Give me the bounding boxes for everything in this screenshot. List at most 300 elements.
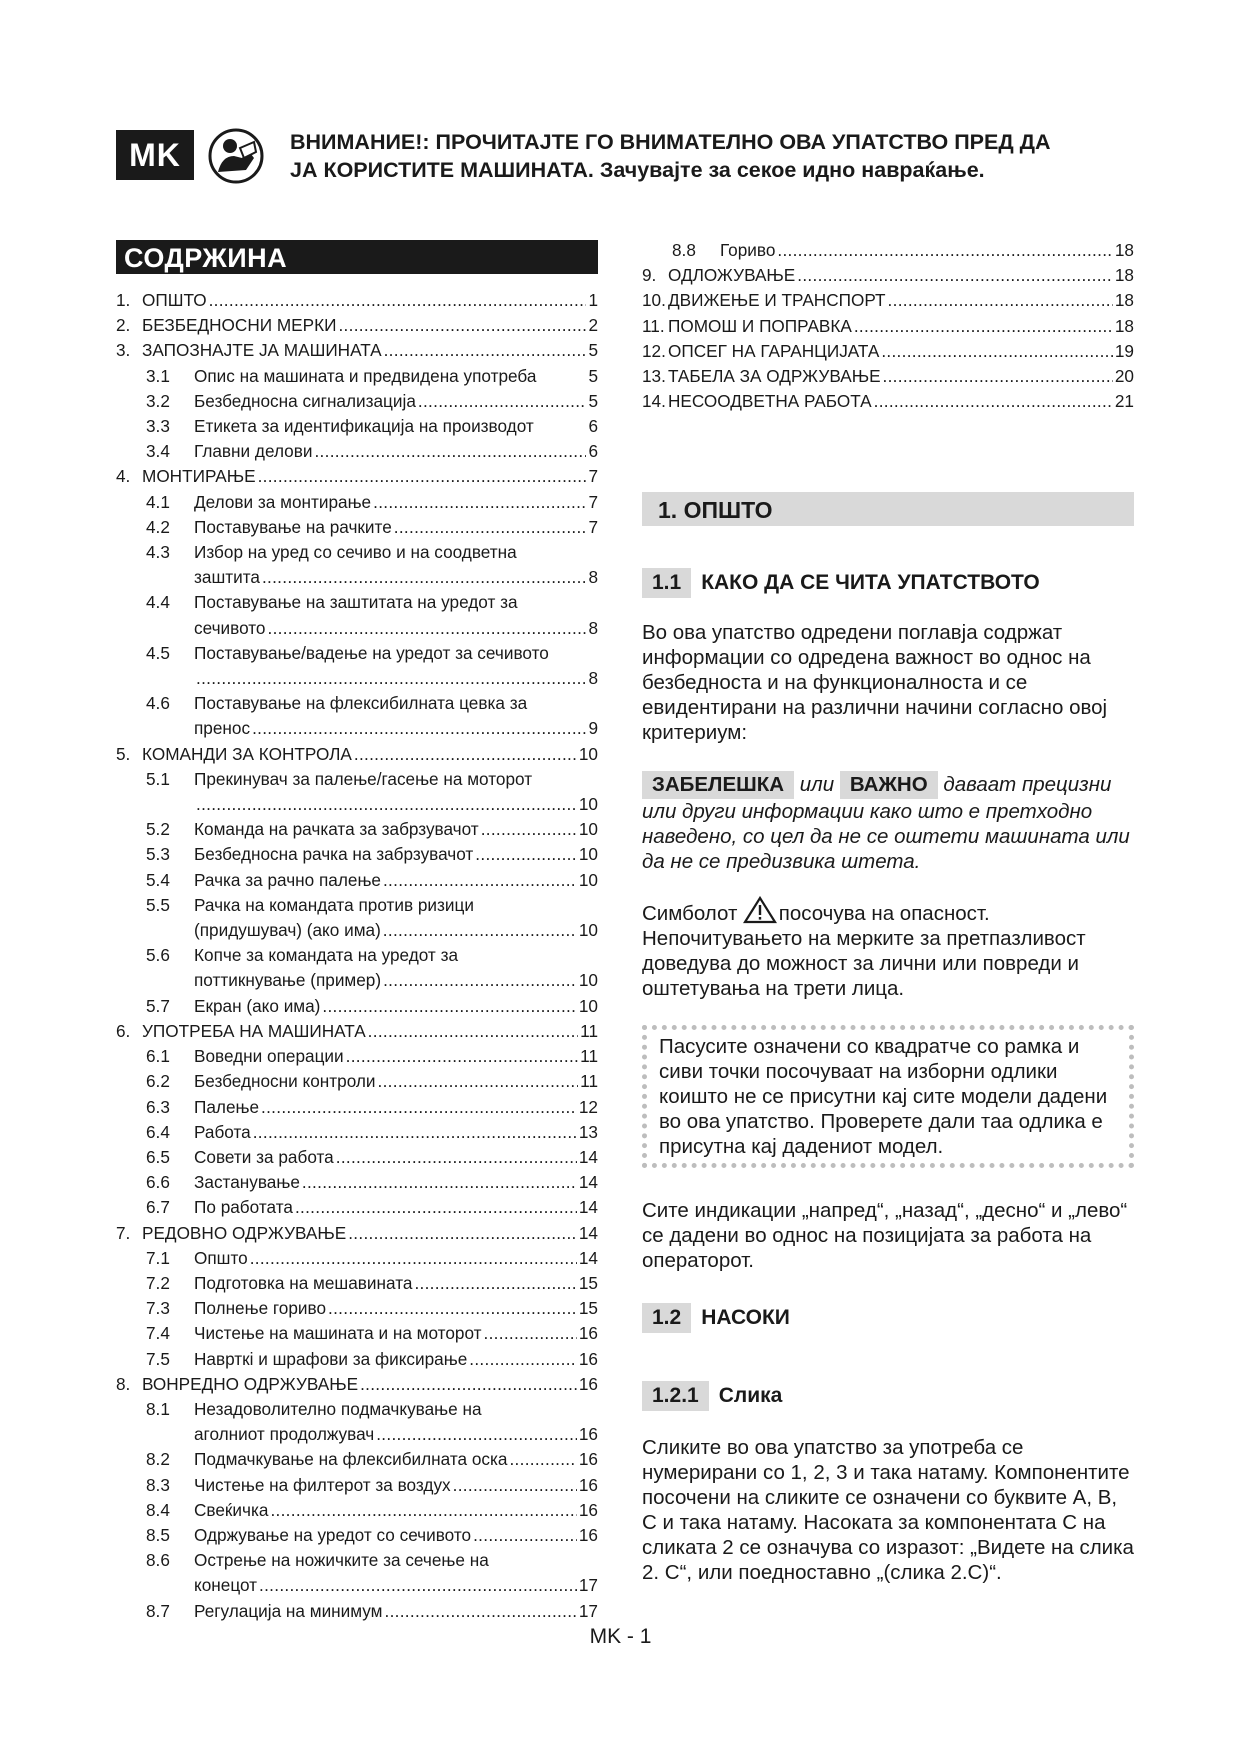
toc-entry-text: заштита — [194, 567, 260, 588]
toc-list — [116, 288, 598, 1624]
toc-entry-number: 7.2 — [146, 1272, 170, 1293]
toc-entry-page: 7 — [588, 516, 598, 537]
toc-entry — [116, 817, 598, 842]
toc-entry — [116, 616, 598, 641]
toc-entry-text: ВОНРЕДНО ОДРЖУВАЊЕ — [142, 1373, 359, 1394]
toc-entry-number: 6.4 — [146, 1121, 170, 1142]
toc-entry-text: Подмачкување на флексибилната оска — [194, 1449, 508, 1470]
toc-entry-page: 11 — [580, 1046, 598, 1067]
toc-entry — [116, 1195, 598, 1220]
toc-entry — [116, 540, 598, 565]
toc-entry — [116, 641, 598, 666]
toc-entry-number: 4.6 — [146, 693, 170, 714]
toc-entry — [116, 691, 598, 716]
toc-entry-page: 11 — [580, 1071, 598, 1092]
subsection-number: 1.2 — [642, 1303, 691, 1333]
toc-entry-text: Острење на ножичките за сечење на — [194, 1550, 489, 1571]
toc-entry — [116, 1548, 598, 1573]
toc-entry-page: 11 — [580, 1020, 598, 1041]
toc-entry — [116, 1044, 598, 1069]
toc-entry — [116, 1347, 598, 1372]
toc-entry-number: 5. — [116, 743, 131, 764]
toc-entry — [116, 994, 598, 1019]
toc-entry — [116, 918, 598, 943]
toc-entry-number: 4.2 — [146, 516, 170, 537]
page-header — [116, 128, 1126, 184]
toc-entry — [116, 338, 598, 363]
toc-entry-text: Прекинувач за палење/гасење на моторот — [194, 768, 533, 789]
toc-leader-dots — [253, 1120, 577, 1145]
toc-entry-page: 10 — [578, 995, 598, 1016]
toc-leader-dots — [854, 314, 1113, 339]
toc-leader-dots — [888, 288, 1113, 313]
toc-entry-page: 10 — [578, 844, 598, 865]
note-label: ЗАБЕЛЕШКА — [642, 771, 794, 799]
toc-entry — [116, 1019, 598, 1044]
toc-entry-page: 19 — [1114, 340, 1134, 361]
toc-leader-dots — [270, 1498, 576, 1523]
toc-entry-page: 16 — [578, 1323, 598, 1344]
toc-entry-page: 18 — [1114, 265, 1134, 286]
subsection-heading — [642, 1381, 1134, 1411]
subsection-number: 1.2.1 — [642, 1381, 709, 1411]
toc-entry-text: Палење — [194, 1096, 260, 1117]
toc-entry-page: 14 — [578, 1247, 598, 1268]
toc-leader-dots — [209, 288, 587, 313]
toc-entry-number: 8.3 — [146, 1474, 170, 1495]
toc-entry-text: поттикнување (пример) — [194, 970, 382, 991]
toc-entry-text: Незадоволително подмачкување на — [194, 1398, 482, 1419]
note-text: прецизни или други информации како што е претходно наведено, со цел да не се оштети машината или да не се предизвика штета. — [642, 773, 1130, 874]
toc-entry-number: 7.4 — [146, 1323, 170, 1344]
toc-entry-text: ЗАПОЗНАЈТЕ ЈА МАШИНАТА — [142, 340, 382, 361]
toc-entry-number: 7. — [116, 1222, 131, 1243]
toc-entry — [116, 968, 598, 993]
toc-entry-number: 10. — [642, 290, 666, 311]
toc-entry — [642, 314, 1134, 339]
warning-triangle-icon — [743, 896, 777, 924]
toc-entry-page: 14 — [578, 1172, 598, 1193]
toc-entry-text: Рачка на командата против ризици — [194, 894, 474, 915]
toc-entry-text: Подготовка на мешавината — [194, 1272, 413, 1293]
toc-entry-text: Општо — [194, 1247, 248, 1268]
toc-entry — [116, 1372, 598, 1397]
toc-leader-dots — [302, 1170, 577, 1195]
warning-text: ВНИМАНИЕ!: ПРОЧИТАЈТЕ ГО ВНИМАТЕЛНО ОВА УПАТСТВО ПРЕД ДА ЈА КОРИСТИТЕ МАШИНАТА. Зачувајте за секое идно навраќање. — [290, 130, 1051, 182]
toc-entry — [116, 1221, 598, 1246]
toc-entry — [116, 1246, 598, 1271]
toc-entry — [116, 716, 598, 741]
toc-entry-text: НЕСООДВЕТНА РАБОТА — [668, 391, 872, 412]
section-heading: 1. ОПШТО — [642, 492, 1134, 526]
toc-leader-dots — [383, 918, 577, 943]
toc-leader-dots — [261, 1095, 577, 1120]
toc-entry-page: 16 — [578, 1474, 598, 1495]
subsection-title: КАКО ДА СЕ ЧИТА УПАТСТВОТО — [701, 571, 1040, 595]
toc-leader-dots — [196, 666, 586, 691]
toc-entry-text: Рачка за рачно палење — [194, 869, 381, 890]
toc-entry — [116, 490, 598, 515]
toc-entry-page: 18 — [1114, 315, 1134, 336]
subsection-title: НАСОКИ — [701, 1306, 790, 1330]
read-manual-icon — [208, 128, 264, 184]
toc-entry-text: Безбедносна сигнализација — [194, 390, 416, 411]
toc-entry-page: 21 — [1114, 391, 1134, 412]
toc-entry-number: 4.3 — [146, 542, 170, 563]
toc-entry-number: 13. — [642, 366, 666, 387]
toc-entry-page: 16 — [578, 1449, 598, 1470]
toc-entry-number: 11. — [642, 315, 665, 336]
toc-entry-page: 17 — [578, 1600, 598, 1621]
toc-entry-text: конецот — [194, 1575, 258, 1596]
toc-leader-dots — [258, 464, 587, 489]
toc-entry-text: Чистење на машината и на моторот — [194, 1323, 482, 1344]
note-or: или — [799, 773, 835, 797]
toc-leader-dots — [250, 1246, 577, 1271]
toc-entry — [116, 515, 598, 540]
toc-entry — [116, 1447, 598, 1472]
note-paragraph — [642, 771, 1134, 874]
toc-entry-number: 4.1 — [146, 491, 170, 512]
toc-entry-text: Поставување на заштитата на уредот за — [194, 592, 518, 613]
directions-paragraph: Сите индикации „напред“, „назад“, „десно“ и „лево“ се дадени во однос на позицијата за работа на операторот. — [642, 1199, 1128, 1273]
toc-entry-number: 4.4 — [146, 592, 170, 613]
toc-leader-dots — [262, 565, 586, 590]
toc-entry-number: 3. — [116, 340, 131, 361]
toc-entry — [642, 364, 1134, 389]
toc-leader-dots — [777, 238, 1113, 263]
toc-entry-page: 16 — [578, 1424, 598, 1445]
toc-leader-dots — [473, 1523, 577, 1548]
toc-entry-number: 8.4 — [146, 1499, 170, 1520]
toc-entry-text: Поставување/вадење на уредот за сечивото — [194, 642, 549, 663]
toc-entry-number: 8. — [116, 1373, 131, 1394]
toc-entry-text: УПОТРЕБА НА МАШИНАТА — [142, 1020, 366, 1041]
toc-entry-page: 16 — [578, 1524, 598, 1545]
symbol-pre: Симболот — [642, 902, 738, 926]
toc-entry-page: 1 — [588, 290, 598, 310]
toc-entry-number: 6.3 — [146, 1096, 170, 1117]
toc-leader-dots — [336, 1145, 577, 1170]
toc-leader-dots — [328, 1296, 577, 1321]
toc-entry-text: ОДЛОЖУВАЊЕ — [668, 265, 796, 286]
toc-entry-text: Копче за командата на уредот за — [194, 945, 459, 966]
toc-entry-number: 5.2 — [146, 819, 170, 840]
toc-entry-page: 9 — [588, 718, 598, 739]
toc-leader-dots — [348, 1221, 577, 1246]
toc-entry — [116, 565, 598, 590]
toc-entry-number: 5.5 — [146, 894, 170, 915]
toc-entry-text: Екран (ако има) — [194, 995, 321, 1016]
toc-entry-number: 6.1 — [146, 1046, 170, 1067]
toc-entry-number: 5.3 — [146, 844, 170, 865]
toc-entry — [116, 1095, 598, 1120]
toc-entry-number: 8.1 — [146, 1398, 170, 1419]
toc-entry — [116, 1145, 598, 1170]
symbol-post: посочува на опасност. Непочитувањето на мерките за претпазливост доведува до можност за лични или повреди и оштетувања на трети лица. — [642, 902, 1086, 1001]
toc-leader-dots — [368, 1019, 578, 1044]
toc-entry — [116, 1599, 598, 1624]
toc-entry — [116, 288, 598, 313]
toc-entry — [116, 742, 598, 767]
toc-leader-dots — [509, 1447, 576, 1472]
toc-leader-dots — [881, 339, 1113, 364]
toc-entry-number: 4. — [116, 466, 131, 487]
toc-left-column — [116, 240, 598, 1624]
toc-leader-dots — [475, 842, 577, 867]
toc-entry-page: 17 — [578, 1575, 598, 1596]
toc-entry-number: 8.5 — [146, 1524, 170, 1545]
toc-leader-dots — [295, 1195, 577, 1220]
toc-entry — [116, 1069, 598, 1094]
toc-entry-page: 8 — [588, 567, 598, 588]
toc-entry — [116, 313, 598, 338]
toc-entry-number: 8.6 — [146, 1550, 170, 1571]
toc-leader-dots — [196, 792, 577, 817]
toc-entry-page: 5 — [588, 340, 598, 361]
toc-entry-page: 10 — [578, 869, 598, 890]
toc-leader-dots — [346, 1044, 579, 1069]
toc-entry-text: Главни делови — [194, 441, 313, 462]
toc-entry-page: 6 — [588, 441, 598, 462]
toc-entry-page: 10 — [578, 920, 598, 941]
toc-leader-dots — [874, 389, 1113, 414]
toc-leader-dots — [338, 313, 586, 338]
subsection-number: 1.1 — [642, 568, 691, 598]
toc-entry — [116, 1321, 598, 1346]
toc-leader-dots — [314, 439, 586, 464]
toc-entry-number: 14. — [642, 391, 666, 412]
toc-leader-dots — [376, 1422, 577, 1447]
toc-entry-number: 6.2 — [146, 1071, 170, 1092]
toc-entry-text: сечивото — [194, 617, 266, 638]
toc-entry — [642, 389, 1134, 414]
toc-entry-page: 12 — [578, 1096, 598, 1117]
toc-entry — [116, 666, 598, 691]
toc-entry-text: ТАБЕЛА ЗА ОДРЖУВАЊЕ — [668, 366, 881, 387]
toc-entry-text: Чистење на филтерот за воздух — [194, 1474, 451, 1495]
important-label: ВАЖНО — [840, 771, 938, 799]
toc-entry-number: 7.5 — [146, 1348, 170, 1369]
toc-leader-dots — [385, 1599, 577, 1624]
subsection-heading — [642, 568, 1134, 598]
toc-entry-page: 5 — [588, 390, 598, 411]
toc-entry — [116, 364, 598, 389]
toc-leader-dots — [378, 1069, 579, 1094]
toc-entry-number: 6.6 — [146, 1172, 170, 1193]
toc-leader-dots — [469, 1347, 577, 1372]
toc-leader-dots — [453, 1473, 577, 1498]
toc-entry-page: 14 — [578, 1197, 598, 1218]
toc-entry-page: 8 — [588, 668, 598, 689]
toc-entry-text: Работа — [194, 1121, 251, 1142]
toc-entry-number: 3.1 — [146, 365, 170, 386]
toc-entry-text: ОПСЕГ НА ГАРАНЦИЈАТА — [668, 340, 880, 361]
paragraph: Во ова упатство одредени поглавја содржат информации со одредена важност во однос на безбедноста и на функционалноста и се евидентирани на различни начини согласно овој критериум: — [642, 621, 1108, 745]
toc-leader-dots — [383, 968, 577, 993]
toc-leader-dots — [883, 364, 1113, 389]
toc-entry-page: 10 — [578, 970, 598, 991]
toc-entry-page: 14 — [578, 1222, 598, 1243]
toc-entry-page: 5 — [588, 365, 598, 386]
toc-leader-dots — [384, 338, 587, 363]
toc-entry-text: Поставување на рачките — [194, 516, 392, 537]
toc-leader-dots — [252, 716, 586, 741]
toc-entry — [116, 792, 598, 817]
toc-leader-dots — [354, 742, 577, 767]
toc-entry-number: 3.3 — [146, 416, 170, 437]
toc-entry-text: Гориво — [720, 240, 776, 260]
optional-feature-box: Пасусите означени со квадратче со рамка и сиви точки посочуваат на изборни одлики коишто не се присутни кај сите модели дадени во ова упатство. Проверете дали таа одлика е присутна кај дадениот модел. — [642, 1025, 1134, 1168]
toc-entry-number: 7.1 — [146, 1247, 170, 1268]
toc-entry-number: 8.7 — [146, 1600, 170, 1621]
toc-entry — [642, 339, 1134, 364]
toc-entry-text: ДВИЖЕЊЕ И ТРАНСПОРТ — [668, 290, 886, 311]
toc-entry-number: 3.4 — [146, 441, 170, 462]
toc-title: СОДРЖИНА — [116, 240, 598, 274]
toc-entry — [116, 943, 598, 968]
toc-entry-text: Команда на рачката за забрзувачот — [194, 819, 479, 840]
toc-leader-dots — [484, 1321, 577, 1346]
toc-entry-page: 6 — [588, 416, 598, 437]
toc-entry-page: 10 — [578, 743, 598, 764]
toc-entry — [116, 1523, 598, 1548]
toc-entry-number: 5.7 — [146, 995, 170, 1016]
toc-entry-number: 6.5 — [146, 1146, 170, 1167]
toc-entry — [116, 1120, 598, 1145]
subsection-title: Слика — [718, 1384, 783, 1408]
toc-entry-text: Безбедносни контроли — [194, 1071, 376, 1092]
toc-entry-text: ОПШТО — [142, 290, 207, 310]
toc-entry-page: 16 — [578, 1499, 598, 1520]
toc-entry-text: Избор на уред со сечиво и на соодветна — [194, 542, 517, 563]
toc-entry-page: 7 — [588, 491, 598, 512]
toc-entry-page: 14 — [578, 1146, 598, 1167]
toc-entry-page: 2 — [588, 315, 598, 336]
toc-entry — [116, 1397, 598, 1422]
toc-entry — [642, 263, 1134, 288]
toc-list-continued — [642, 238, 1134, 414]
toc-entry — [116, 893, 598, 918]
toc-entry-number: 8.2 — [146, 1449, 170, 1470]
toc-leader-dots — [322, 994, 576, 1019]
toc-entry-page: 16 — [578, 1348, 598, 1369]
toc-entry-text: ПОМОШ И ПОПРАВКА — [668, 315, 852, 336]
note-give: даваат — [943, 773, 1017, 797]
toc-entry-number: 2. — [116, 315, 131, 336]
toc-entry-number: 5.6 — [146, 945, 170, 966]
toc-leader-dots — [268, 616, 587, 641]
figures-paragraph: Сликите во ова упатство за употреба се нумерирани со 1, 2, 3 и така натаму. Компонентите посочени на сликите се означени со буквите A, B, C и така натаму. Насоката за компонентата C на сликата 2 се означува со изразот: „Видете на слика 2. C“, или поедноставно „(слика 2.C)“. — [642, 1436, 1134, 1585]
toc-entry-text: РЕДОВНО ОДРЖУВАЊЕ — [142, 1222, 347, 1243]
toc-entry-page: 8 — [588, 617, 598, 638]
toc-entry — [116, 1296, 598, 1321]
toc-entry-number: 7.3 — [146, 1298, 170, 1319]
subsection-heading — [642, 1303, 1134, 1333]
toc-entry-page: 7 — [588, 466, 598, 487]
toc-entry — [116, 389, 598, 414]
toc-entry-number: 4.5 — [146, 642, 170, 663]
toc-entry — [642, 238, 1134, 263]
toc-entry-page: 16 — [578, 1373, 598, 1394]
toc-entry — [116, 1271, 598, 1296]
right-column — [642, 238, 1134, 1585]
toc-entry — [116, 842, 598, 867]
toc-entry — [116, 1170, 598, 1195]
toc-leader-dots — [418, 389, 587, 414]
toc-entry — [116, 414, 598, 439]
toc-entry — [116, 590, 598, 615]
toc-leader-dots — [394, 515, 587, 540]
toc-entry-text: Свеќичка — [194, 1499, 269, 1520]
toc-entry-text: БЕЗБЕДНОСНИ МЕРКИ — [142, 315, 337, 336]
toc-entry-page: 18 — [1114, 240, 1134, 260]
toc-entry-page: 15 — [578, 1298, 598, 1319]
toc-entry-number: 5.4 — [146, 869, 170, 890]
toc-entry-page: 10 — [578, 819, 598, 840]
toc-leader-dots — [259, 1573, 577, 1598]
toc-entry-number: 9. — [642, 265, 657, 286]
toc-entry-page: 13 — [578, 1121, 598, 1142]
toc-entry-page: 20 — [1114, 366, 1134, 387]
symbol-paragraph — [642, 896, 1134, 1001]
toc-entry-text: аголниот продолжувач — [194, 1424, 375, 1445]
toc-entry-text: пренос — [194, 718, 251, 739]
toc-leader-dots — [414, 1271, 576, 1296]
toc-entry-text: Наврткі и шрафови за фиксирање — [194, 1348, 468, 1369]
toc-entry-number: 5.1 — [146, 768, 170, 789]
toc-entry-text: МОНТИРАЊЕ — [142, 466, 256, 487]
toc-entry-number: 1. — [116, 290, 131, 310]
toc-leader-dots — [383, 868, 577, 893]
toc-entry-text: Воведни операции — [194, 1046, 344, 1067]
toc-leader-dots — [373, 490, 586, 515]
toc-entry-number: 6.7 — [146, 1197, 170, 1218]
toc-entry-page: 18 — [1114, 290, 1134, 311]
toc-entry-text: Застанување — [194, 1172, 300, 1193]
toc-entry — [116, 868, 598, 893]
toc-entry-text: Поставување на флексибилната цевка за — [194, 693, 528, 714]
toc-entry-text: Полнење гориво — [194, 1298, 327, 1319]
toc-entry-text: Совети за работа — [194, 1146, 334, 1167]
toc-entry — [116, 464, 598, 489]
toc-entry-text: (придушувач) (ако има) — [194, 920, 381, 941]
toc-entry-text: Делови за монтирање — [194, 491, 372, 512]
toc-entry-page: 15 — [578, 1272, 598, 1293]
toc-entry-text: КОМАНДИ ЗА КОНТРОЛА — [142, 743, 352, 764]
toc-entry — [116, 1473, 598, 1498]
toc-entry-text: Регулација на минимум — [194, 1600, 383, 1621]
toc-entry-text: Безбедносна рачка на забрзувачот — [194, 844, 474, 865]
toc-leader-dots — [797, 263, 1113, 288]
toc-entry — [116, 439, 598, 464]
toc-entry-text: Опис на машината и предвидена употреба — [194, 365, 537, 386]
toc-leader-dots — [481, 817, 577, 842]
toc-entry-text: Одржување на уредот со сечивото — [194, 1524, 472, 1545]
page-number: MK - 1 — [589, 1625, 652, 1648]
toc-entry — [116, 1422, 598, 1447]
toc-entry — [116, 1573, 598, 1598]
toc-entry-page: 10 — [578, 794, 598, 815]
toc-entry — [116, 1498, 598, 1523]
toc-entry-number: 3.2 — [146, 390, 170, 411]
toc-entry-number: 8.8 — [672, 240, 696, 260]
language-badge: MK — [116, 130, 194, 180]
toc-entry-text: Етикета за идентификација на производот — [194, 416, 534, 437]
toc-entry-text: По работата — [194, 1197, 293, 1218]
toc-entry — [642, 288, 1134, 313]
toc-entry-number: 12. — [642, 340, 666, 361]
